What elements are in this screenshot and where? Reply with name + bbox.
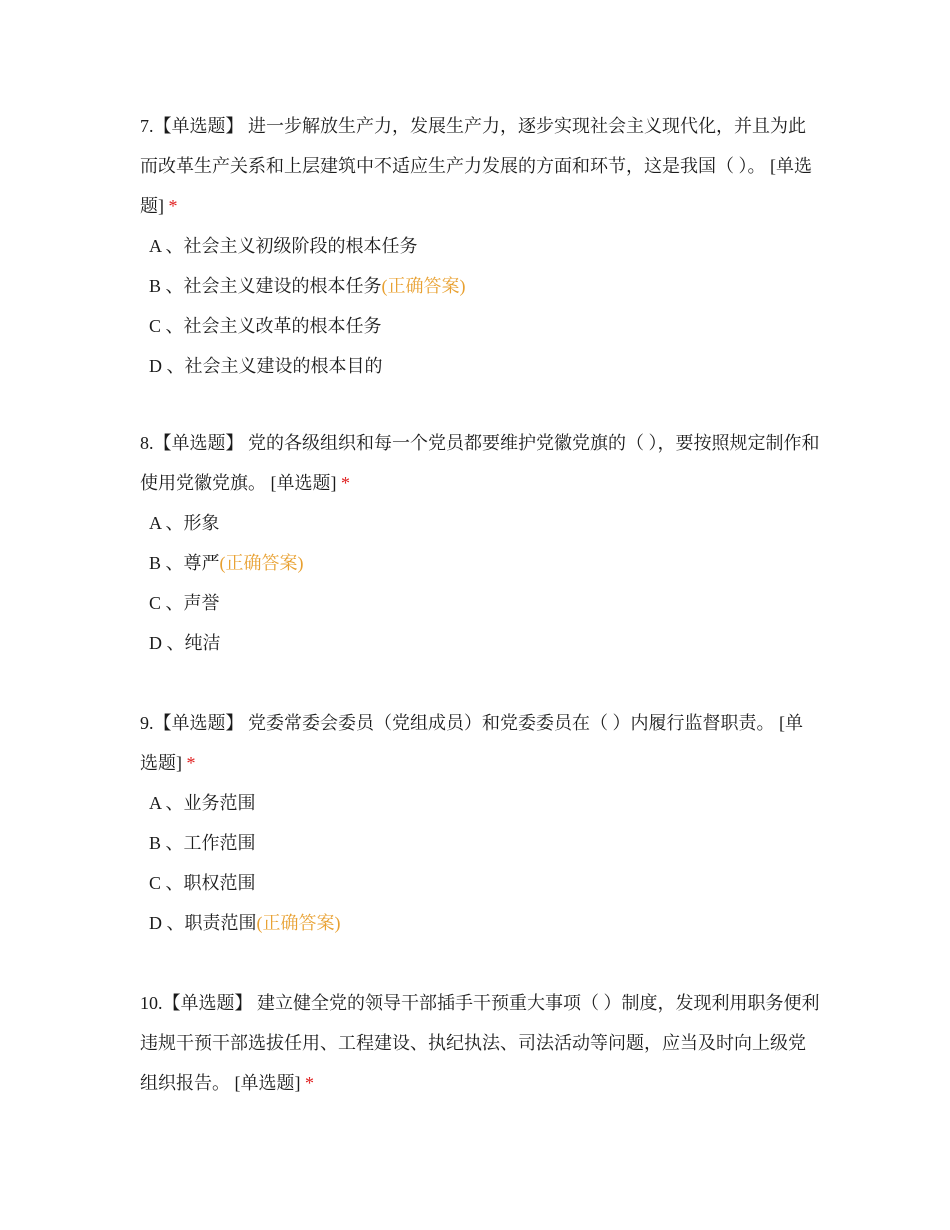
option-label: D 、 (149, 913, 185, 933)
option-text: 社会主义建设的根本任务 (183, 276, 382, 296)
question-type-tag: 【单选题】 (153, 433, 244, 453)
option-b[interactable] (140, 543, 820, 583)
correct-answer-badge: (正确答案) (381, 276, 466, 296)
option-label: B 、 (149, 553, 184, 573)
question-kind: [单选题] (140, 156, 812, 216)
correct-answer-badge: (正确答案) (256, 913, 341, 933)
required-marker: * (186, 753, 196, 773)
question-text (140, 106, 820, 226)
option-d[interactable] (140, 623, 820, 663)
option-text: 职权范围 (183, 873, 256, 893)
question-number: 10. (140, 993, 163, 1013)
option-label: C 、 (149, 316, 184, 336)
option-label: B 、 (149, 276, 184, 296)
option-a[interactable] (140, 503, 820, 543)
option-text: 声誉 (183, 593, 220, 613)
option-c[interactable] (140, 863, 820, 903)
option-text: 形象 (183, 513, 220, 533)
required-marker: * (168, 196, 178, 216)
question-body: 党的各级组织和每一个党员都要维护党徽党旗的（ ），要按照规定制作和使用党徽党旗。 (140, 433, 820, 493)
option-text: 尊严 (183, 553, 220, 573)
option-label: C 、 (149, 873, 184, 893)
option-a[interactable] (140, 783, 820, 823)
option-b[interactable] (140, 266, 820, 306)
option-text: 职责范围 (184, 913, 257, 933)
question-number: 7. (140, 116, 154, 136)
question-type-tag: 【单选题】 (153, 713, 244, 733)
option-text: 工作范围 (183, 833, 256, 853)
question-7 (140, 106, 820, 386)
option-c[interactable] (140, 583, 820, 623)
question-body: 党委常委会委员（党组成员）和党委委员在（ ）内履行监督职责。 (248, 713, 775, 733)
option-text: 社会主义初级阶段的根本任务 (183, 236, 418, 256)
option-list (140, 783, 820, 943)
correct-answer-badge: (正确答案) (219, 553, 304, 573)
option-list (140, 226, 820, 386)
option-label: A 、 (149, 513, 184, 533)
question-9 (140, 703, 820, 943)
option-text: 社会主义建设的根本目的 (184, 356, 383, 376)
option-label: C 、 (149, 593, 184, 613)
required-marker: * (305, 1073, 314, 1093)
option-list (140, 503, 820, 663)
option-label: D 、 (149, 356, 185, 376)
option-c[interactable] (140, 306, 820, 346)
option-text: 纯洁 (184, 633, 221, 653)
question-body: 建立健全党的领导干部插手干预重大事项（ ）制度，发现利用职务便利违规干预干部选拔任用、工程建设、执纪执法、司法活动等问题，应当及时向上级党组织报告。 (140, 993, 820, 1093)
question-type-tag: 【单选题】 (153, 116, 244, 136)
question-body: 进一步解放生产力，发展生产力，逐步实现社会主义现代化，并且为此而改革生产关系和上层建筑中不适应生产力发展的方面和环节，这是我国（ ）。 (140, 116, 806, 176)
question-number: 8. (140, 433, 154, 453)
question-number: 9. (140, 713, 154, 733)
option-text: 业务范围 (183, 793, 256, 813)
question-8 (140, 423, 820, 663)
required-marker: * (341, 473, 350, 493)
question-kind: [单选题] (270, 473, 337, 493)
option-a[interactable] (140, 226, 820, 266)
question-text (140, 423, 820, 503)
option-label: A 、 (149, 793, 184, 813)
option-text: 社会主义改革的根本任务 (183, 316, 382, 336)
question-text (140, 983, 820, 1103)
option-label: D 、 (149, 633, 185, 653)
question-kind: [单选题] (234, 1073, 301, 1093)
question-type-tag: 【单选题】 (162, 993, 253, 1013)
question-kind: [单选题] (140, 713, 803, 773)
question-text (140, 703, 820, 783)
option-label: A 、 (149, 236, 184, 256)
option-d[interactable] (140, 903, 820, 943)
option-b[interactable] (140, 823, 820, 863)
option-label: B 、 (149, 833, 184, 853)
option-d[interactable] (140, 346, 820, 386)
question-10 (140, 983, 820, 1103)
